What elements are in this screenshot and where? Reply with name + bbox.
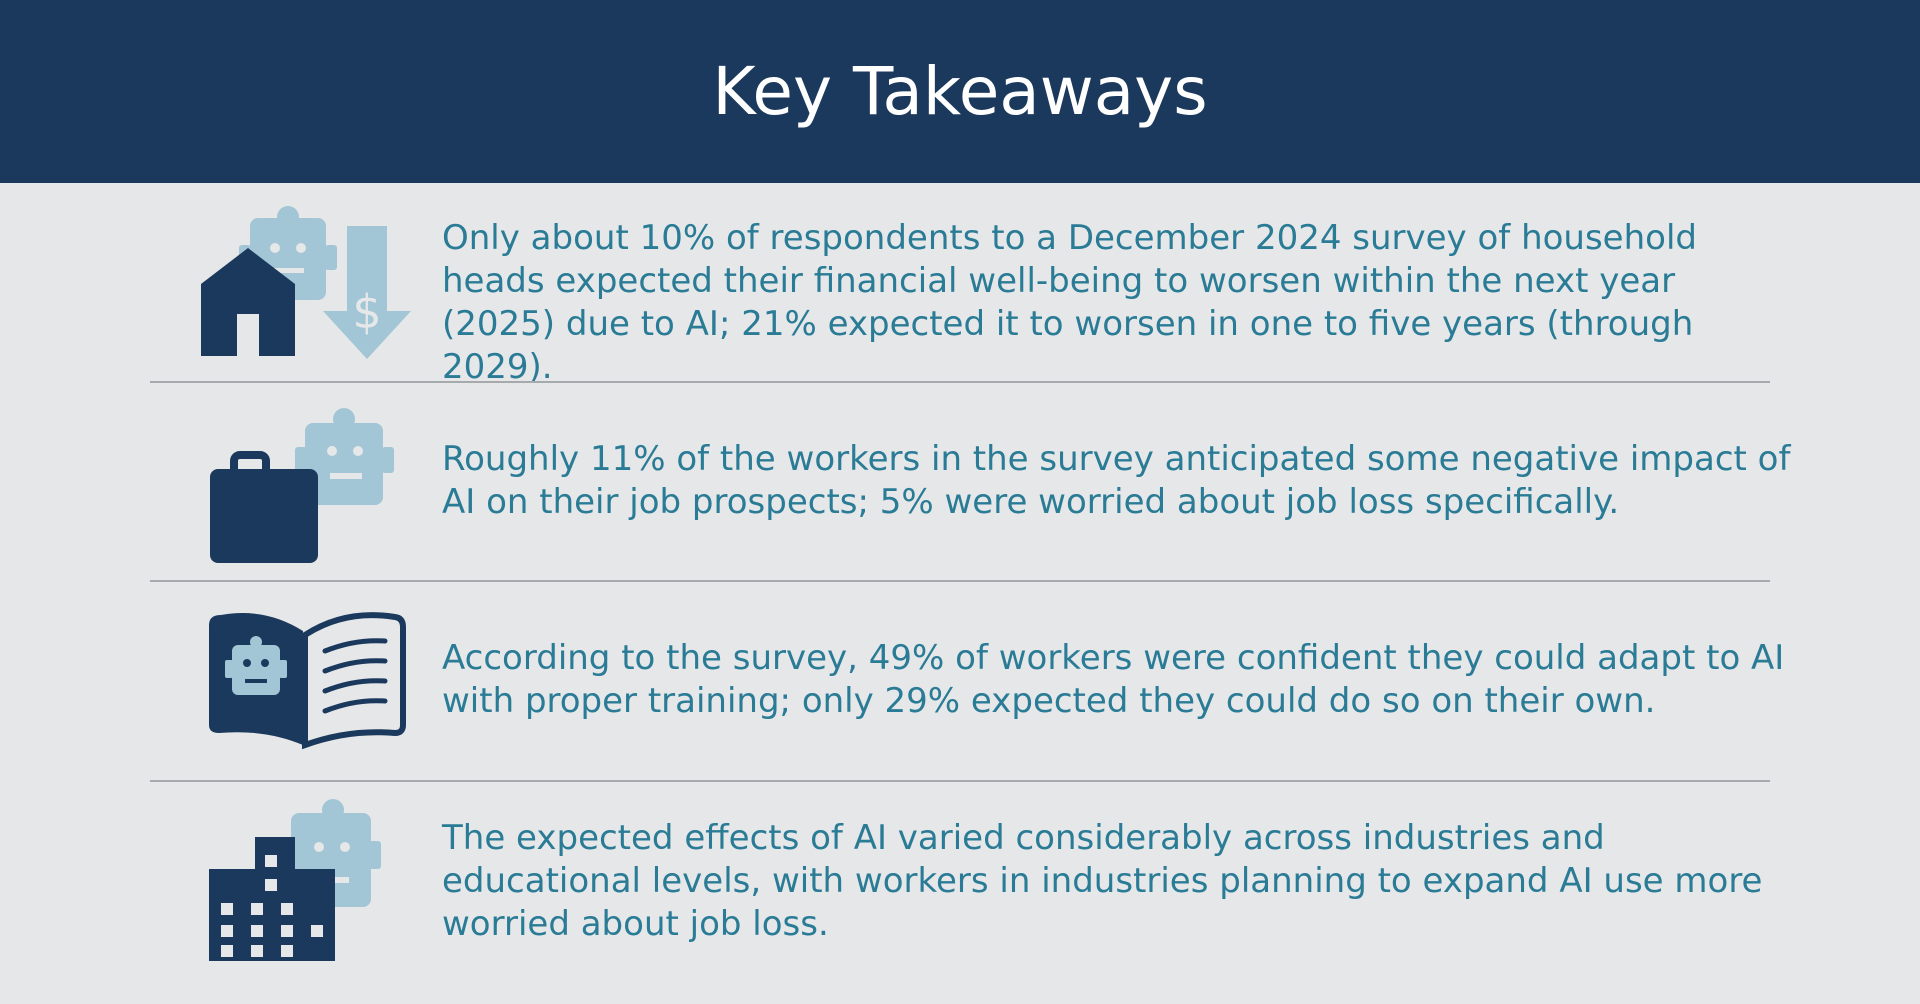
page-title: Key Takeaways	[712, 53, 1208, 130]
divider-2	[150, 580, 1770, 582]
divider-3	[150, 780, 1770, 782]
divider-1	[150, 381, 1770, 383]
house-robot-falling-dollar-icon	[195, 200, 415, 370]
svg-text:$: $	[352, 285, 382, 339]
takeaway-text-4: The expected effects of AI varied considerably across industries and educational levels, with workers in industries planning to expand AI use more worried about job loss.	[442, 818, 1763, 944]
takeaway-text-1: Only about 10% of respondents to a December 2024 survey of household heads expected their financial well-being to worsen within the next year (2025) due to AI; 21% expected it to worsen in one to five years (through 2029).	[442, 218, 1697, 387]
open-book-robot-icon	[195, 605, 415, 775]
building-robot-icon	[195, 795, 415, 965]
briefcase-robot-icon	[195, 405, 415, 575]
takeaway-text-3: According to the survey, 49% of workers were confident they could adapt to AI with proper training; only 29% expected they could do so on their own.	[442, 638, 1785, 721]
takeaway-text-2: Roughly 11% of the workers in the survey anticipated some negative impact of AI on their job prospects; 5% were worried about job loss specifically.	[442, 439, 1791, 522]
header-banner	[0, 0, 1920, 183]
